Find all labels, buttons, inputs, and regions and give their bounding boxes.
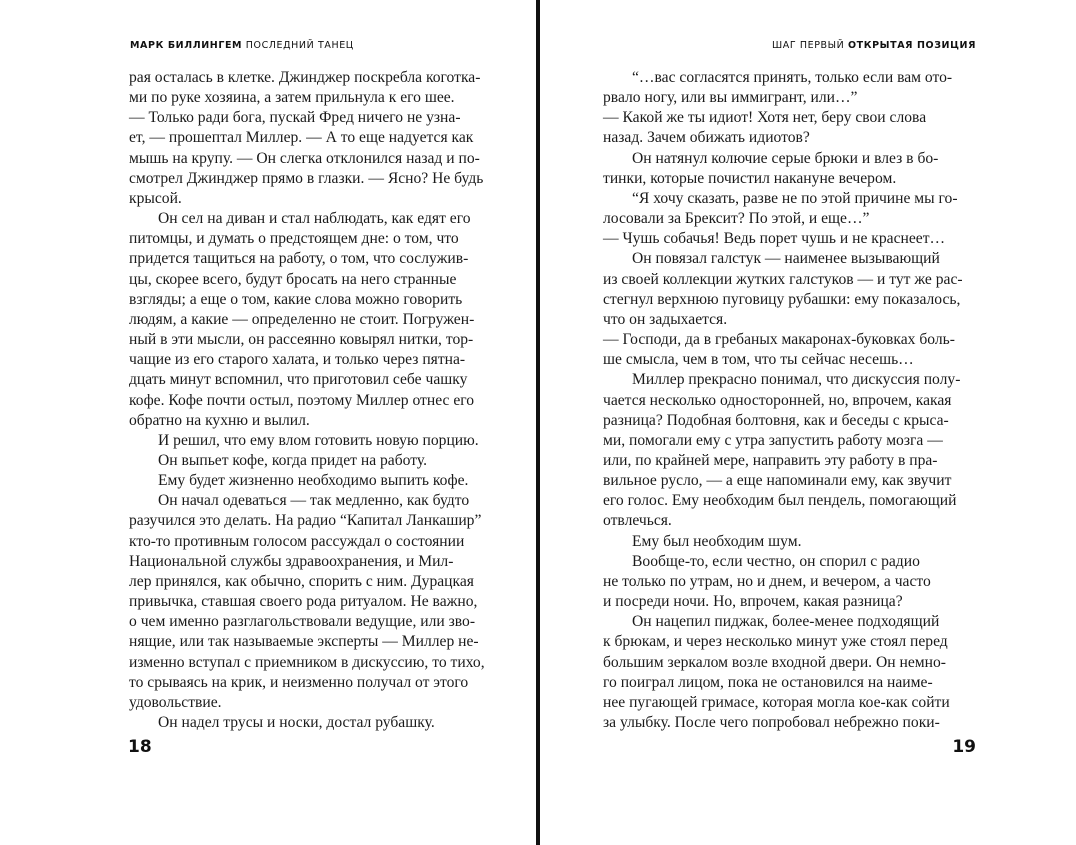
text-line: отвлечься. [603, 512, 672, 530]
text-line: Он выпьет кофе, когда придет на работу. [158, 451, 427, 469]
text-line: к брюкам, и через несколько минут уже стоял перед [603, 633, 948, 651]
text-line: Он повязал галстук — наименее вызывающий [632, 250, 940, 268]
text-line: ет, — прошептал Миллер. — А то еще надуется как [129, 129, 474, 147]
text-line: разница? Подобная болтовня, как и беседы с крыса- [603, 411, 949, 429]
header-book-title: ПОСЛЕДНИЙ ТАНЕЦ [245, 40, 354, 51]
text-line: лер принялся, как обычно, спорить с ним. Дурацкая [129, 572, 474, 590]
text-line: и посреди ночи. Но, впрочем, какая разница? [603, 593, 903, 611]
right-body-text [603, 68, 963, 733]
text-line: Он натянул колючие серые брюки и влез в бо- [632, 149, 939, 167]
text-line: лосовали за Брексит? По этой, и еще…” [603, 210, 870, 228]
text-line: нее пугающей гримасе, которая могла кое-как сойти [603, 693, 950, 711]
text-line: Вообще-то, если честно, он спорил с радио [632, 552, 920, 570]
text-line: взгляды; а еще о том, какие слова можно говорить [129, 290, 463, 308]
text-line: тинки, которые почистил накануне вечером. [603, 169, 897, 187]
text-line: — Чушь собачья! Ведь порет чушь и не краснеет… [603, 230, 946, 248]
text-line: то срываясь на крик, и неизменно получал от этого [129, 673, 469, 691]
text-line: изменно вступал с приемником в дискуссию, то тихо, [129, 653, 485, 671]
text-line: питомцы, и думать о предстоящем дне: о том, что [129, 230, 459, 248]
left-body-text [129, 68, 485, 733]
text-line: — Господи, да в гребаных макаронах-буковках боль- [603, 331, 955, 349]
text-line: что он задыхается. [603, 310, 728, 328]
right-running-head [772, 40, 976, 51]
text-line: Миллер прекрасно понимал, что дискуссия полу- [632, 371, 961, 389]
left-running-head [130, 40, 354, 51]
text-line: Национальной службы здравоохранения, и Мил- [129, 552, 454, 570]
text-line: Он нацепил пиджак, более-менее подходящий [632, 613, 940, 631]
text-line: ный в эти мысли, он рассеянно ковырял нитки, тор- [129, 331, 474, 349]
header-author: МАРК БИЛЛИНГЕМ [130, 40, 243, 51]
page-number: 19 [952, 737, 976, 757]
text-line: большим зеркалом возле входной двери. Он немно- [603, 653, 946, 671]
text-line: рая осталась в клетке. Джинджер поскребла коготка- [129, 69, 481, 86]
text-line: И решил, что ему влом готовить новую порцию. [158, 431, 479, 449]
text-line: вильное русло, — а еще напоминали ему, как звучит [603, 472, 952, 490]
text-line: Он надел трусы и носки, достал рубашку. [158, 714, 435, 731]
text-line: рвало ногу, или вы иммигрант, или…” [603, 89, 858, 107]
text-line: Он начал одеваться — так медленно, как будто [158, 492, 470, 510]
text-line: мышь на крупу. — Он слегка отклонился назад и по- [129, 149, 480, 167]
text-line: людям, а какие — определенно не стоит. Погружен- [129, 310, 475, 328]
text-line: кофе. Кофе почти остыл, поэтому Миллер отнес его [129, 391, 475, 409]
text-line: или, по крайней мере, направить эту работу в пра- [603, 451, 938, 469]
page-number: 18 [128, 737, 152, 757]
text-line: привычка, ставшая своего рода ритуалом. Не важно, [129, 593, 478, 611]
left-page [0, 0, 536, 845]
text-line: Ему был необходим шум. [632, 532, 802, 550]
text-line: ше смысла, чем в том, что ты сейчас несешь… [603, 351, 914, 369]
text-line: разучился это делать. На радио “Капитал Ланкашир” [129, 512, 482, 530]
text-line: нящие, или так называемые эксперты — Миллер не- [129, 633, 479, 651]
right-page [540, 0, 1076, 845]
text-line: — Только ради бога, пускай Фред ничего не узна- [129, 109, 461, 127]
text-line: смотрел Джинджер прямо в глазки. — Ясно? Не будь [129, 169, 484, 187]
text-line: за улыбку. После чего попробовал небрежно поки- [603, 714, 940, 731]
text-line: цы, скорее всего, будут бросать на него странные [129, 270, 457, 288]
text-line: обратно на кухню и вылил. [129, 411, 310, 429]
text-line: не только по утрам, но и днем, и вечером, а часто [603, 572, 931, 590]
text-line: его голос. Ему необходим был пендель, помогающий [603, 492, 957, 510]
text-line: из своей коллекции жутких галстуков — и тут же рас- [603, 270, 963, 288]
text-line: дцать минут вспомнил, что приготовил себе чашку [129, 371, 468, 389]
text-line: Ему будет жизненно необходимо выпить кофе. [158, 472, 469, 490]
text-line: ми по руке хозяина, а затем прильнула к его шее. [129, 89, 455, 107]
text-line: “Я хочу сказать, разве не по этой причине мы го- [632, 189, 958, 207]
text-line: назад. Зачем обижать идиотов? [603, 129, 810, 147]
text-line: придется тащиться на работу, о том, что сослужив- [129, 250, 469, 268]
header-section: ШАГ ПЕРВЫЙ [772, 40, 845, 51]
text-line: чащие из его старого халата, и только через пятна- [129, 351, 466, 369]
text-line: ми, помогали ему с утра запустить работу мозга — [603, 431, 943, 449]
text-line: чается несколько односторонней, но, впрочем, какая [603, 391, 952, 409]
header-chapter-title: ОТКРЫТАЯ ПОЗИЦИЯ [848, 40, 976, 51]
text-line: Он сел на диван и стал наблюдать, как едят его [158, 210, 471, 228]
text-line: крысой. [129, 189, 182, 207]
text-line: “…вас согласятся принять, только если вам ото- [632, 69, 953, 86]
text-line: — Какой же ты идиот! Хотя нет, беру свои слова [603, 109, 927, 127]
text-line: стегнул верхнюю пуговицу рубашки: ему показалось, [603, 290, 961, 308]
text-line: го поиграл лицом, пока не остановился на наиме- [603, 673, 933, 691]
text-line: кто-то противным голосом рассуждал о состоянии [129, 532, 465, 550]
text-line: удовольствие. [129, 693, 222, 711]
text-line: о чем именно разглагольствовали ведущие, или зво- [129, 613, 476, 631]
